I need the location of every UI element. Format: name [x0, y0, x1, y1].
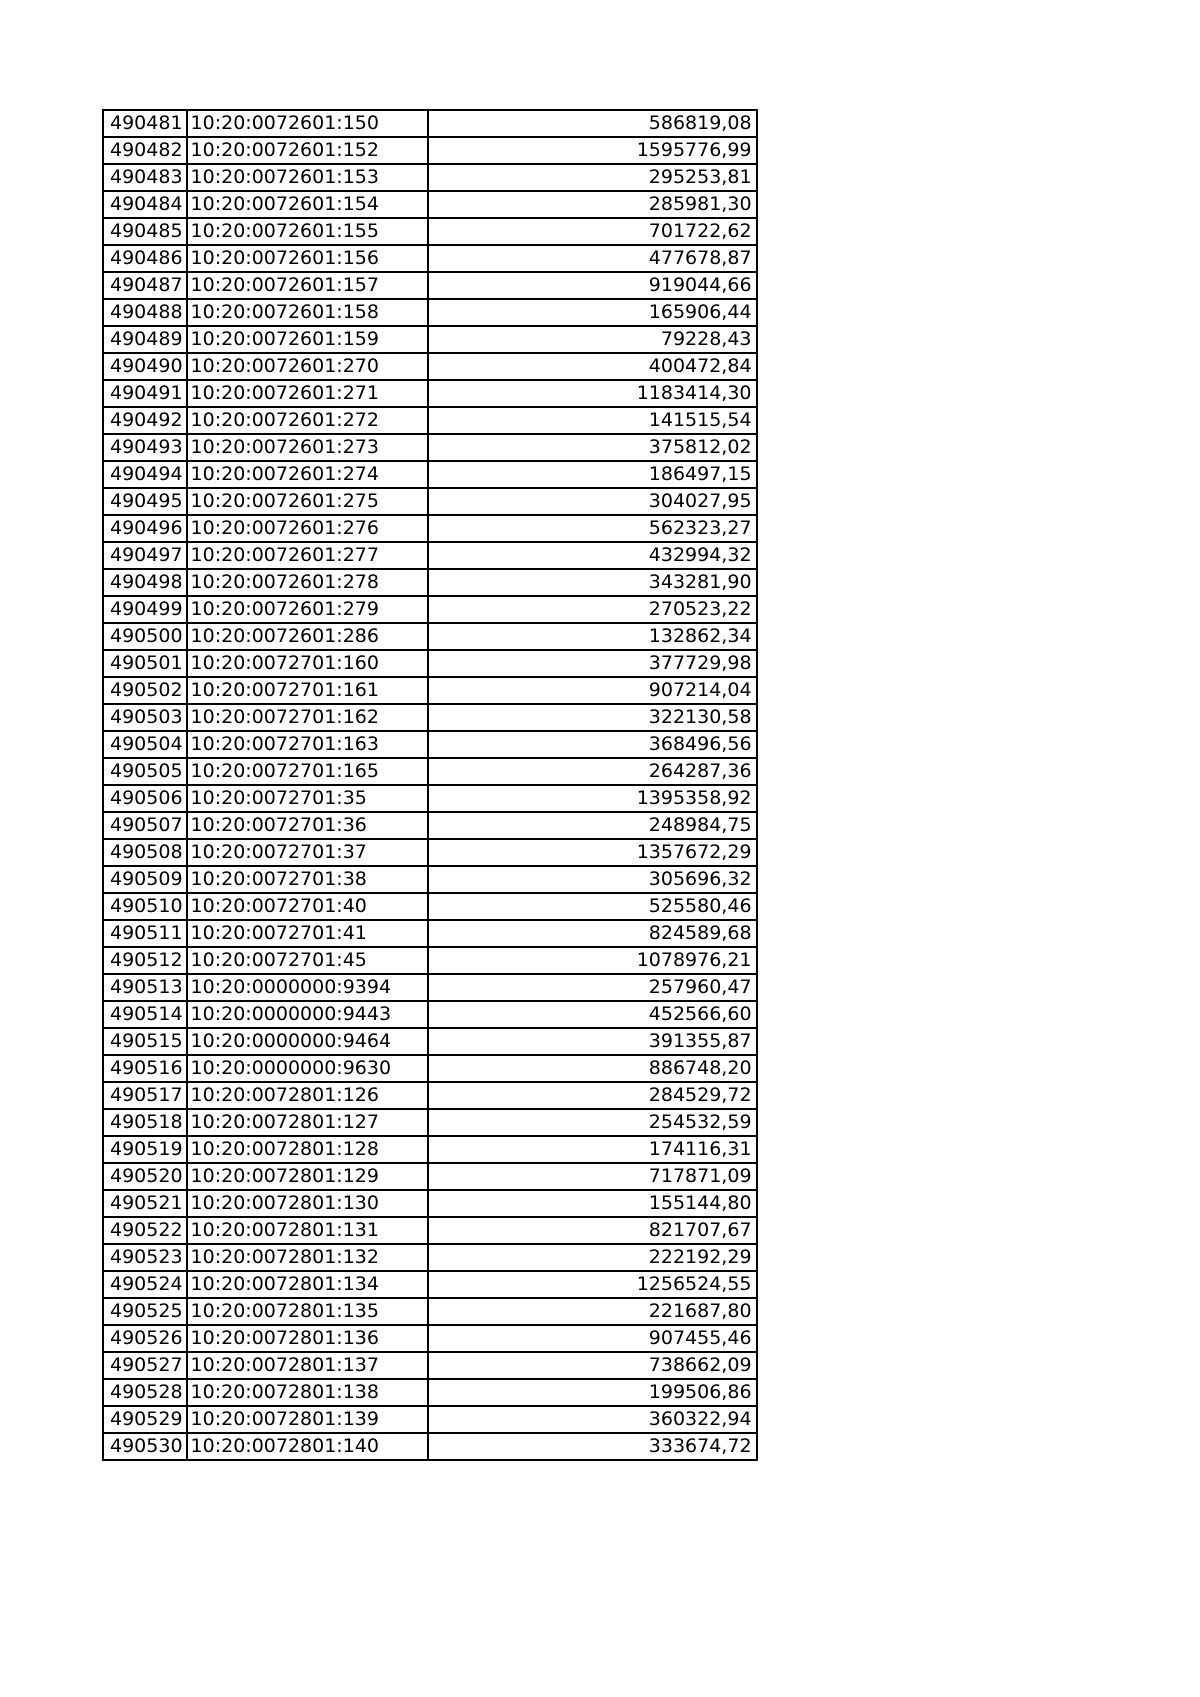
row-number-cell: 490488 — [103, 299, 187, 326]
row-number-cell: 490500 — [103, 623, 187, 650]
row-number-cell: 490518 — [103, 1109, 187, 1136]
row-number-cell: 490485 — [103, 218, 187, 245]
value-cell: 562323,27 — [428, 515, 757, 542]
cadastral-number-cell: 10:20:0072801:130 — [187, 1190, 428, 1217]
table-row — [103, 137, 757, 164]
row-number-cell: 490491 — [103, 380, 187, 407]
value-cell: 586819,08 — [428, 110, 757, 137]
cadastral-number-cell: 10:20:0072601:154 — [187, 191, 428, 218]
value-cell: 400472,84 — [428, 353, 757, 380]
row-number-cell: 490510 — [103, 893, 187, 920]
cadastral-number-cell: 10:20:0072701:38 — [187, 866, 428, 893]
table-row — [103, 488, 757, 515]
value-cell: 368496,56 — [428, 731, 757, 758]
value-cell: 1357672,29 — [428, 839, 757, 866]
table-row — [103, 1406, 757, 1433]
cadastral-number-cell: 10:20:0072601:271 — [187, 380, 428, 407]
value-cell: 186497,15 — [428, 461, 757, 488]
cadastral-number-cell: 10:20:0072801:138 — [187, 1379, 428, 1406]
data-table — [102, 109, 758, 1461]
value-cell: 919044,66 — [428, 272, 757, 299]
table-row — [103, 1352, 757, 1379]
value-cell: 886748,20 — [428, 1055, 757, 1082]
row-number-cell: 490496 — [103, 515, 187, 542]
value-cell: 377729,98 — [428, 650, 757, 677]
table-row — [103, 866, 757, 893]
cadastral-number-cell: 10:20:0072601:153 — [187, 164, 428, 191]
table-row — [103, 299, 757, 326]
cadastral-number-cell: 10:20:0072801:131 — [187, 1217, 428, 1244]
table-row — [103, 920, 757, 947]
table-row — [103, 191, 757, 218]
cadastral-number-cell: 10:20:0072601:274 — [187, 461, 428, 488]
cadastral-number-cell: 10:20:0072701:163 — [187, 731, 428, 758]
table-row — [103, 164, 757, 191]
value-cell: 222192,29 — [428, 1244, 757, 1271]
table-row — [103, 1109, 757, 1136]
table-row — [103, 974, 757, 1001]
row-number-cell: 490524 — [103, 1271, 187, 1298]
table-row — [103, 704, 757, 731]
value-cell: 305696,32 — [428, 866, 757, 893]
table-row — [103, 893, 757, 920]
table-row — [103, 785, 757, 812]
cadastral-number-cell: 10:20:0072701:161 — [187, 677, 428, 704]
table-row — [103, 1298, 757, 1325]
value-cell: 375812,02 — [428, 434, 757, 461]
row-number-cell: 490487 — [103, 272, 187, 299]
table-row — [103, 272, 757, 299]
value-cell: 477678,87 — [428, 245, 757, 272]
table-row — [103, 407, 757, 434]
cadastral-number-cell: 10:20:0072601:155 — [187, 218, 428, 245]
table-row — [103, 1001, 757, 1028]
value-cell: 295253,81 — [428, 164, 757, 191]
cadastral-number-cell: 10:20:0072701:160 — [187, 650, 428, 677]
value-cell: 304027,95 — [428, 488, 757, 515]
value-cell: 254532,59 — [428, 1109, 757, 1136]
row-number-cell: 490497 — [103, 542, 187, 569]
row-number-cell: 490489 — [103, 326, 187, 353]
value-cell: 824589,68 — [428, 920, 757, 947]
table-row — [103, 596, 757, 623]
cadastral-number-cell: 10:20:0072801:135 — [187, 1298, 428, 1325]
cadastral-number-cell: 10:20:0072701:35 — [187, 785, 428, 812]
row-number-cell: 490494 — [103, 461, 187, 488]
table-row — [103, 515, 757, 542]
value-cell: 285981,30 — [428, 191, 757, 218]
table-row — [103, 812, 757, 839]
value-cell: 821707,67 — [428, 1217, 757, 1244]
cadastral-number-cell: 10:20:0072601:156 — [187, 245, 428, 272]
value-cell: 717871,09 — [428, 1163, 757, 1190]
row-number-cell: 490504 — [103, 731, 187, 758]
row-number-cell: 490517 — [103, 1082, 187, 1109]
row-number-cell: 490514 — [103, 1001, 187, 1028]
row-number-cell: 490516 — [103, 1055, 187, 1082]
value-cell: 907214,04 — [428, 677, 757, 704]
value-cell: 701722,62 — [428, 218, 757, 245]
cadastral-number-cell: 10:20:0072801:132 — [187, 1244, 428, 1271]
table-row — [103, 1433, 757, 1460]
value-cell: 79228,43 — [428, 326, 757, 353]
value-cell: 333674,72 — [428, 1433, 757, 1460]
value-cell: 270523,22 — [428, 596, 757, 623]
value-cell: 1395358,92 — [428, 785, 757, 812]
cadastral-number-cell: 10:20:0072801:136 — [187, 1325, 428, 1352]
table-row — [103, 326, 757, 353]
value-cell: 432994,32 — [428, 542, 757, 569]
table-row — [103, 434, 757, 461]
table-row — [103, 380, 757, 407]
value-cell: 452566,60 — [428, 1001, 757, 1028]
row-number-cell: 490507 — [103, 812, 187, 839]
cadastral-number-cell: 10:20:0072801:128 — [187, 1136, 428, 1163]
cadastral-number-cell: 10:20:0072601:279 — [187, 596, 428, 623]
row-number-cell: 490502 — [103, 677, 187, 704]
row-number-cell: 490530 — [103, 1433, 187, 1460]
table-row — [103, 623, 757, 650]
value-cell: 199506,86 — [428, 1379, 757, 1406]
table-row — [103, 542, 757, 569]
table-row — [103, 245, 757, 272]
row-number-cell: 490515 — [103, 1028, 187, 1055]
cadastral-number-cell: 10:20:0072701:165 — [187, 758, 428, 785]
cadastral-number-cell: 10:20:0072801:139 — [187, 1406, 428, 1433]
row-number-cell: 490483 — [103, 164, 187, 191]
row-number-cell: 490529 — [103, 1406, 187, 1433]
table-row — [103, 839, 757, 866]
row-number-cell: 490506 — [103, 785, 187, 812]
table-row — [103, 1163, 757, 1190]
value-cell: 322130,58 — [428, 704, 757, 731]
row-number-cell: 490526 — [103, 1325, 187, 1352]
cadastral-number-cell: 10:20:0072601:157 — [187, 272, 428, 299]
cadastral-number-cell: 10:20:0072701:37 — [187, 839, 428, 866]
table-row — [103, 461, 757, 488]
cadastral-number-cell: 10:20:0000000:9443 — [187, 1001, 428, 1028]
table-row — [103, 1217, 757, 1244]
value-cell: 284529,72 — [428, 1082, 757, 1109]
table-row — [103, 1136, 757, 1163]
row-number-cell: 490512 — [103, 947, 187, 974]
cadastral-number-cell: 10:20:0072601:158 — [187, 299, 428, 326]
row-number-cell: 490508 — [103, 839, 187, 866]
table-row — [103, 1082, 757, 1109]
row-number-cell: 490501 — [103, 650, 187, 677]
cadastral-number-cell: 10:20:0072801:134 — [187, 1271, 428, 1298]
cadastral-number-cell: 10:20:0072701:41 — [187, 920, 428, 947]
row-number-cell: 490481 — [103, 110, 187, 137]
table-row — [103, 1244, 757, 1271]
table-body — [103, 110, 757, 1460]
cadastral-number-cell: 10:20:0072701:162 — [187, 704, 428, 731]
value-cell: 132862,34 — [428, 623, 757, 650]
cadastral-number-cell: 10:20:0000000:9464 — [187, 1028, 428, 1055]
value-cell: 264287,36 — [428, 758, 757, 785]
table-row — [103, 1271, 757, 1298]
table-row — [103, 110, 757, 137]
cadastral-number-cell: 10:20:0072801:127 — [187, 1109, 428, 1136]
row-number-cell: 490482 — [103, 137, 187, 164]
row-number-cell: 490492 — [103, 407, 187, 434]
cadastral-number-cell: 10:20:0072601:277 — [187, 542, 428, 569]
table-row — [103, 1055, 757, 1082]
value-cell: 221687,80 — [428, 1298, 757, 1325]
row-number-cell: 490525 — [103, 1298, 187, 1325]
value-cell: 360322,94 — [428, 1406, 757, 1433]
cadastral-number-cell: 10:20:0072601:272 — [187, 407, 428, 434]
cadastral-number-cell: 10:20:0072601:159 — [187, 326, 428, 353]
table-row — [103, 650, 757, 677]
table-row — [103, 1379, 757, 1406]
cadastral-number-cell: 10:20:0072601:273 — [187, 434, 428, 461]
cadastral-number-cell: 10:20:0072801:126 — [187, 1082, 428, 1109]
cadastral-number-cell: 10:20:0072601:270 — [187, 353, 428, 380]
value-cell: 155144,80 — [428, 1190, 757, 1217]
table-row — [103, 758, 757, 785]
row-number-cell: 490511 — [103, 920, 187, 947]
value-cell: 1078976,21 — [428, 947, 757, 974]
row-number-cell: 490493 — [103, 434, 187, 461]
row-number-cell: 490519 — [103, 1136, 187, 1163]
row-number-cell: 490499 — [103, 596, 187, 623]
cadastral-number-cell: 10:20:0072601:152 — [187, 137, 428, 164]
cadastral-number-cell: 10:20:0000000:9630 — [187, 1055, 428, 1082]
cadastral-number-cell: 10:20:0072601:276 — [187, 515, 428, 542]
row-number-cell: 490520 — [103, 1163, 187, 1190]
cadastral-number-cell: 10:20:0072701:40 — [187, 893, 428, 920]
value-cell: 391355,87 — [428, 1028, 757, 1055]
cadastral-number-cell: 10:20:0072801:140 — [187, 1433, 428, 1460]
row-number-cell: 490505 — [103, 758, 187, 785]
cadastral-number-cell: 10:20:0072701:45 — [187, 947, 428, 974]
row-number-cell: 490527 — [103, 1352, 187, 1379]
row-number-cell: 490503 — [103, 704, 187, 731]
cadastral-number-cell: 10:20:0072601:278 — [187, 569, 428, 596]
row-number-cell: 490509 — [103, 866, 187, 893]
cadastral-number-cell: 10:20:0000000:9394 — [187, 974, 428, 1001]
value-cell: 1183414,30 — [428, 380, 757, 407]
value-cell: 165906,44 — [428, 299, 757, 326]
table-row — [103, 218, 757, 245]
table-row — [103, 677, 757, 704]
table-row — [103, 1028, 757, 1055]
value-cell: 174116,31 — [428, 1136, 757, 1163]
row-number-cell: 490495 — [103, 488, 187, 515]
value-cell: 738662,09 — [428, 1352, 757, 1379]
value-cell: 343281,90 — [428, 569, 757, 596]
value-cell: 1595776,99 — [428, 137, 757, 164]
cadastral-number-cell: 10:20:0072801:137 — [187, 1352, 428, 1379]
value-cell: 907455,46 — [428, 1325, 757, 1352]
cadastral-number-cell: 10:20:0072801:129 — [187, 1163, 428, 1190]
row-number-cell: 490490 — [103, 353, 187, 380]
value-cell: 248984,75 — [428, 812, 757, 839]
table-row — [103, 1190, 757, 1217]
value-cell: 257960,47 — [428, 974, 757, 1001]
table-row — [103, 1325, 757, 1352]
cadastral-number-cell: 10:20:0072701:36 — [187, 812, 428, 839]
cadastral-number-cell: 10:20:0072601:275 — [187, 488, 428, 515]
table-row — [103, 947, 757, 974]
cadastral-number-cell: 10:20:0072601:286 — [187, 623, 428, 650]
value-cell: 525580,46 — [428, 893, 757, 920]
row-number-cell: 490484 — [103, 191, 187, 218]
table-row — [103, 569, 757, 596]
row-number-cell: 490513 — [103, 974, 187, 1001]
row-number-cell: 490522 — [103, 1217, 187, 1244]
cadastral-number-cell: 10:20:0072601:150 — [187, 110, 428, 137]
value-cell: 1256524,55 — [428, 1271, 757, 1298]
row-number-cell: 490498 — [103, 569, 187, 596]
table-row — [103, 353, 757, 380]
row-number-cell: 490523 — [103, 1244, 187, 1271]
row-number-cell: 490521 — [103, 1190, 187, 1217]
row-number-cell: 490528 — [103, 1379, 187, 1406]
table-row — [103, 731, 757, 758]
row-number-cell: 490486 — [103, 245, 187, 272]
value-cell: 141515,54 — [428, 407, 757, 434]
